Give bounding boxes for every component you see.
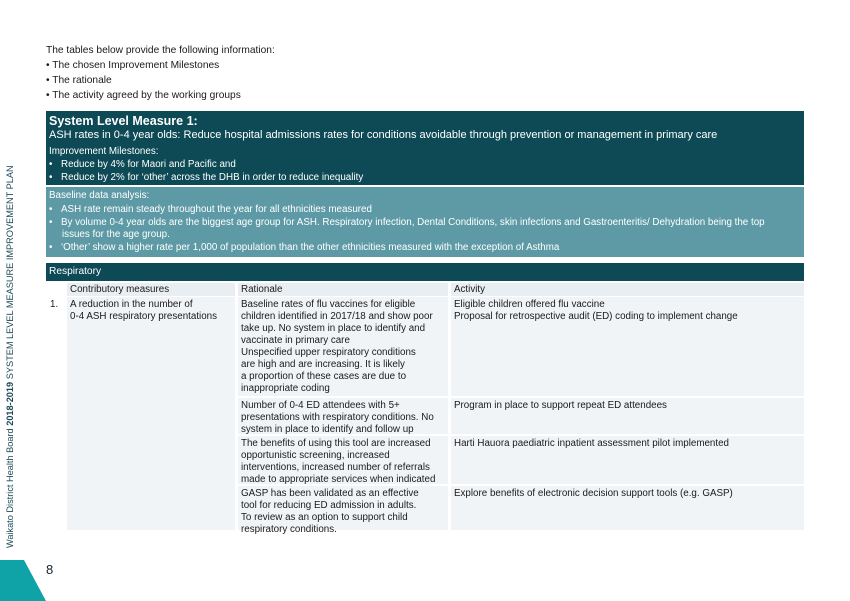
measure-cell: A reduction in the number of 0-4 ASH respiratory presentations [67, 297, 235, 530]
measure-subtitle: ASH rates in 0-4 year olds: Reduce hospital admissions rates for conditions avoidable through prevention or management in primary care [49, 129, 718, 141]
intro-lead: The tables below provide the following information: [46, 45, 275, 56]
activity-cell: Harti Hauora paediatric inpatient assessment pilot implemented [451, 436, 804, 484]
side-running-title: Waikato District Health Board 2018-2019 SYSTEM LEVEL MEASURE IMPROVEMENT PLAN [5, 165, 15, 548]
section-header: Respiratory [46, 263, 804, 281]
column-header-activity: Activity [451, 283, 804, 296]
table-header-row [46, 283, 804, 296]
intro-bullet: • The chosen Improvement Milestones [46, 60, 220, 71]
rationale-cell: Number of 0-4 ED attendees with 5+ presentations with respiratory conditions. No system in place to identify and follow up [238, 398, 448, 434]
baseline-label: Baseline data analysis: [49, 190, 150, 201]
milestone-item: • Reduce by 4% for Maori and Pacific and [49, 159, 236, 170]
intro-bullet: • The activity agreed by the working groups [46, 90, 241, 101]
baseline-item: • ASH rate remain steady throughout the year for all ethnicities measured [49, 204, 372, 215]
baseline-panel [46, 187, 804, 257]
milestone-item: • Reduce by 2% for ‘other’ across the DHB in order to reduce inequality [49, 172, 364, 183]
column-header-rationale: Rationale [238, 283, 448, 296]
baseline-item: • ‘Other’ show a higher rate per 1,000 of population than the other ethnicities measured with the exception of Asthma [49, 242, 560, 253]
row-number: 1. [50, 299, 59, 310]
rationale-cell: Baseline rates of flu vaccines for eligible children identified in 2017/18 and show poor take up. No system in place to identify and vaccinate in primary care Unspecified upper respiratory conditions are high and are increasing. It is likely a proportion of these cases are due to inappropriate coding [238, 297, 448, 396]
page-number: 8 [46, 562, 54, 577]
activity-cell: Explore benefits of electronic decision support tools (e.g. GASP) [451, 486, 804, 530]
rationale-cell: The benefits of using this tool are increased opportunistic screening, increased interventions, increased number of referrals made to appropriate services when indicated [238, 436, 448, 484]
baseline-item: • By volume 0-4 year olds are the biggest age group for ASH. Respiratory infection, Dental Conditions, skin infections and Gastroenteritis/ Dehydration being the top [49, 217, 765, 228]
activity-cell: Eligible children offered flu vaccine Proposal for retrospective audit (ED) coding to implement change [451, 297, 804, 396]
measure-panel [46, 111, 804, 185]
intro-bullet: • The rationale [46, 75, 112, 86]
corner-decoration [0, 560, 46, 601]
milestones-label: Improvement Milestones: [49, 146, 159, 157]
column-header-measures: Contributory measures [67, 283, 235, 296]
activity-cell: Program in place to support repeat ED attendees [451, 398, 804, 434]
baseline-item-cont: issues for the age group. [62, 229, 170, 240]
rationale-cell: GASP has been validated as an effective tool for reducing ED admission in adults. To review as an option to support child respiratory conditions. [238, 486, 448, 530]
measure-heading: System Level Measure 1: [49, 114, 198, 128]
intro-text [46, 43, 275, 103]
